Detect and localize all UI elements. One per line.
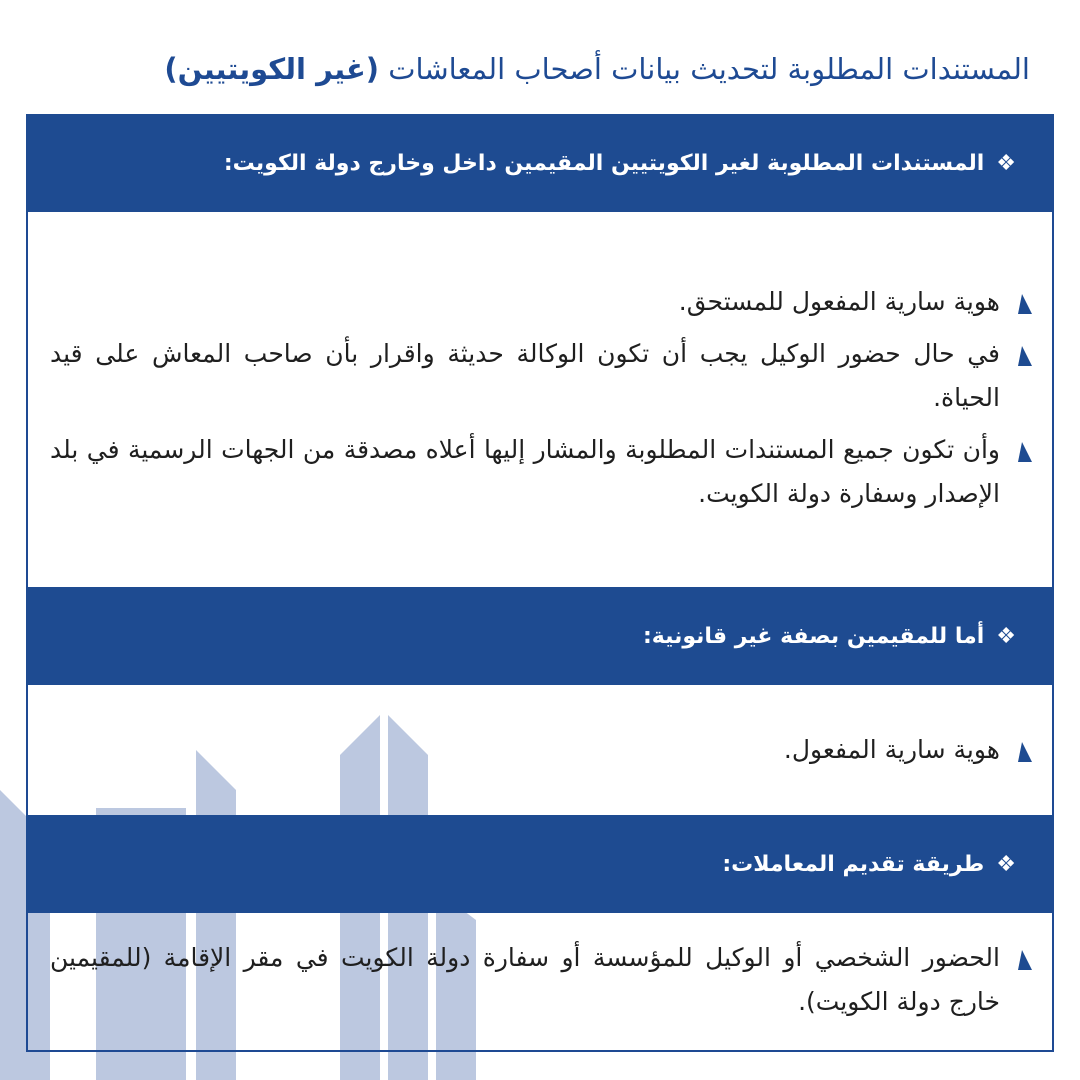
page-title-main: المستندات المطلوبة لتحديث بيانات أصحاب المعاشات (388, 52, 1030, 86)
arrow-bullet-icon (1018, 950, 1032, 970)
arrow-bullet-icon (1018, 294, 1032, 314)
section-heading: المستندات المطلوبة لغير الكويتيين المقيمين داخل وخارج دولة الكويت: (223, 150, 985, 176)
list-item: هوية سارية المفعول. (50, 728, 1032, 772)
section-body-illegal-residents (50, 728, 1032, 780)
list-item: هوية سارية المفعول للمستحق. (50, 280, 1032, 324)
section-header-residents (26, 114, 1054, 212)
arrow-bullet-icon (1018, 346, 1032, 366)
arrow-bullet-icon (1018, 742, 1032, 762)
list-item: الحضور الشخصي أو الوكيل للمؤسسة أو سفارة دولة الكويت في مقر الإقامة (للمقيمين خارج دولة الكويت). (50, 936, 1032, 1024)
list-item: في حال حضور الوكيل يجب أن تكون الوكالة حديثة واقرار بأن صاحب المعاش على قيد الحياة. (50, 332, 1032, 420)
section-header-illegal-residents (26, 587, 1054, 685)
section-body-submission-method (50, 936, 1032, 1032)
section-heading: طريقة تقديم المعاملات: (722, 851, 985, 877)
arrow-bullet-icon (1018, 442, 1032, 462)
section-header-submission-method (26, 815, 1054, 913)
list-item: وأن تكون جميع المستندات المطلوبة والمشار إليها أعلاه مصدقة من الجهات الرسمية في بلد الإصدار وسفارة دولة الكويت. (50, 428, 1032, 516)
section-body-residents (50, 280, 1032, 524)
diamond-bullet-icon: ❖ (996, 851, 1016, 877)
section-heading: أما للمقيمين بصفة غير قانونية: (642, 623, 985, 649)
page-title (60, 52, 1030, 86)
diamond-bullet-icon: ❖ (996, 150, 1016, 176)
page-title-highlight: (غير الكويتيين) (164, 52, 380, 86)
diamond-bullet-icon: ❖ (996, 623, 1016, 649)
